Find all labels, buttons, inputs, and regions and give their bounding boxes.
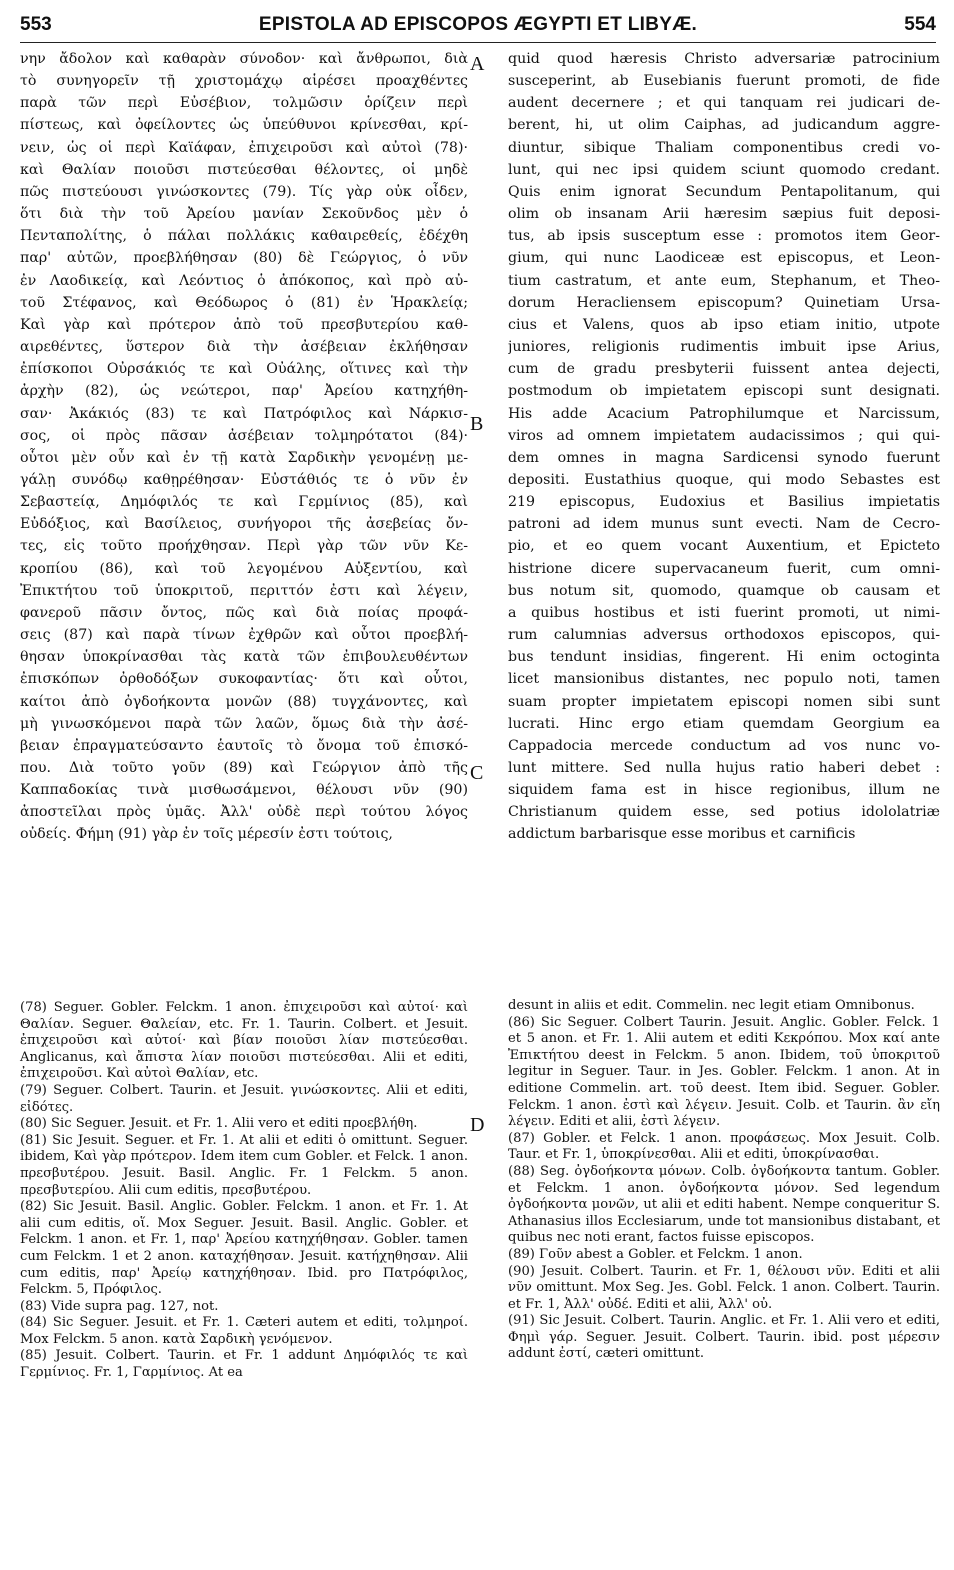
latin-text-line: histrione dicere supervacaneum fuerit, cum omni- xyxy=(508,560,940,577)
footnote: (79) Seguer. Colbert. Taurin. et Jesuit. γινώσκοντες. Alii et editi, εἰδότες. xyxy=(20,1082,468,1115)
greek-text-line: οὗτοι μὲν οὖν καὶ ἐν τῇ κατὰ Σαρδικὴν γενομένῃ με- xyxy=(20,449,468,466)
latin-text-line: 219 episcopus, Eudoxius et Basilius impietatis xyxy=(508,494,940,511)
greek-text-column xyxy=(20,48,468,846)
latin-text-line: addictum barbarisque esse moribus et carnificis xyxy=(508,826,856,843)
latin-text-line: cius et Valens, quos ab ipso etiam initio, utpote xyxy=(508,316,940,333)
footnote: (91) Sic Jesuit. Colbert. Taurin. Anglic. et Fr. 1. Alii vero et editi, Φημὶ γάρ. Seguer. Jesuit. Colbert. Taurin. ibid. post μέρεσιν addunt ἐστί, cæteri omittunt. xyxy=(508,1313,940,1362)
latin-text-line: rum calumnias adversus orthodoxos episcopos, qui- xyxy=(508,627,940,644)
greek-text-line: τοῦ Στέφανος, καὶ Θεόδωρος ὁ (81) ἐν Ἡρακλείᾳ; xyxy=(20,294,468,311)
latin-text-line: quid quod hæresis Christo adversariæ patrocinium xyxy=(508,51,940,67)
latin-text-line: suam propter impietatem episcopi nomen sibi sunt xyxy=(508,693,940,710)
latin-text-line: tus, ab ipsis susceptum esse : promotos item Geor- xyxy=(508,228,940,245)
latin-text-line: berent, hi, ut olim Caiphas, ad judicandum aggre- xyxy=(508,117,940,134)
latin-text-line: a quibus hostibus et isti fuerint promoti, ut nimi- xyxy=(508,604,940,621)
footnote: (87) Gobler. et Felck. 1 anon. προφάσεως. Mox Jesuit. Colb. Taur. et Fr. 1, ὑποκρίνεσθαι. Alii et editi, ὑποκρίνασθαι. xyxy=(508,1130,940,1163)
latin-text-line: lucrati. Hinc ergo etiam quemdam Georgium ea xyxy=(508,715,940,732)
latin-text-line: bus tendunt insidias, fingerent. Hi enim octoginta xyxy=(508,649,940,666)
footnotes-left xyxy=(20,1000,468,1382)
footnote: (78) Seguer. Gobler. Felckm. 1 anon. ἐπιχειροῦσι καὶ αὐτοί· καὶ Θαλίαν. Seguer. Θαλείαν, etc. Fr. 1. Taurin. Colbert. et Jesuit. ἐπιχειροῦσι καὶ αὐτοί· καὶ βίαν ποιοῦσι λίαν πιστεύεσθαι. Anglicanus, καὶ ἄπιστα λίαν ποιοῦσι πιστεύεσθαι. Alii et editi, ἐπιχειροῦσι. Καὶ αὐτοὶ Θαλίαν, etc. xyxy=(20,1000,468,1082)
latin-text-line: olim ob insanam Arii hæresim sæpius fuit deposi- xyxy=(508,206,940,223)
greek-text-line: ἐπίσκοποι Οὐρσάκιός τε καὶ Οὐάλης, οἵτινες καὶ τὴν xyxy=(20,361,468,378)
greek-text-line: καὶ Θαλίαν ποιοῦσι πιστεύεσθαι θέλοντες, οἱ μηδὲ xyxy=(20,161,468,178)
latin-text-line: lunt mittere. Sed nulla hujus ratio haberi debet : xyxy=(508,760,940,776)
footnote: (90) Jesuit. Colbert. Taurin. et Fr. 1, θέλουσι νῦν. Editi et alii νῦν omittunt. Mox Seg. Jes. Gobl. Felck. 1 anon. Colbert. Taurin. et Fr. 1, Ἀλλ' οὐδέ. Editi et alii, Ἀλλ' οὐ. xyxy=(508,1263,940,1312)
page-header xyxy=(20,8,936,43)
greek-text-line: νην ἄδολον καὶ καθαρὰν σύνοδον· καὶ ἄνθρωποι, διὰ xyxy=(20,51,468,67)
footnote: (89) Γοῦν abest a Gobler. et Felckm. 1 anon. xyxy=(508,1246,803,1262)
greek-text-line: παρ' αὐτῶν, προεβλήθησαν (80) δὲ Γεώργιος, ὁ νῦν xyxy=(20,250,468,267)
footnotes-right xyxy=(508,998,940,1363)
greek-text-line: που. Διὰ τοῦτο γοῦν (89) καὶ Γεώργιον ἀπὸ τῆς xyxy=(20,760,468,776)
latin-text-line: His adde Acacium Patrophilumque et Narcissum, xyxy=(508,405,940,422)
greek-text-line: κροπίου (86), καὶ τοῦ λεγομένου Αὐξεντίου, καὶ xyxy=(20,560,468,577)
running-title: EPISTOLA AD EPISCOPOS ÆGYPTI ET LIBYÆ. xyxy=(258,14,698,35)
greek-text-line: σαν· Ἀκάκιός (83) τε καὶ Πατρόφιλος καὶ Νάρκισ- xyxy=(20,405,468,422)
greek-text-line: ἀρχὴν (82), ὡς νεώτεροι, παρ' Ἀρείου κατηχήθη- xyxy=(20,383,468,400)
margin-marker-b: B xyxy=(470,413,484,435)
greek-text-line: Καππαδοκίας τινὰ μισθωσάμενοι, θέλουσι νῦν (90) xyxy=(20,782,468,799)
latin-text-line: postmodum ob impietatem episcopi sunt designati. xyxy=(508,383,940,400)
footnote: (82) Sic Jesuit. Basil. Anglic. Gobler. Felckm. 1 anon. et Fr. 1. At alii cum editis, οἵ. Mox Seguer. Jesuit. Basil. Anglic. Gobler. et Felckm. 1 anon. et Fr. 1, παρ' Ἀρείου κατηχήθησαν. Gobler. tamen cum Felckm. 1 et 2 anon. καταχήθησαν. Jesuit. κατήχηθησαν. Alii cum editis, παρ' Ἀρείῳ κατηχήθησαν. Ibid. pro Πατρόφιλος, Felckm. 5, Πρόφιλος. xyxy=(20,1199,468,1298)
greek-text-line: αιρεθέντες, ὕστερον διὰ τὴν ἀσέβειαν ἐκλήθησαν xyxy=(20,339,468,356)
greek-text-line: φανεροῦ πᾶσιν ὄντος, πῶς καὶ διὰ ποίας προφά- xyxy=(20,604,468,621)
latin-text-line: viros ad omnem impietatem audacissimos ; qui qui- xyxy=(508,427,940,444)
greek-text-line: Εὐδόξιος, καὶ Βασίλειος, συνήγοροι τῆς ἀσεβείας ὄν- xyxy=(20,516,468,533)
greek-text-line: νειν, ὡς οἱ περὶ Καϊάφαν, ἐπιχειροῦσι καὶ αὐτοὶ (78)· xyxy=(20,139,468,156)
latin-text-line: lunt, qui nec ipsi quidem sciunt quomodo credant. xyxy=(508,161,940,178)
margin-marker-c: C xyxy=(470,762,484,784)
latin-text-line: dorum Heracliensem episcopum? Quinetiam Ursa- xyxy=(508,294,940,311)
greek-text-line: Σεβαστείᾳ, Δημόφιλός τε καὶ Γερμίνιος (85), καὶ xyxy=(20,494,468,511)
greek-text-line: καίτοι ἀπὸ ὀγδοήκοντα μονῶν (88) τυγχάνοντες, καὶ xyxy=(20,693,468,710)
greek-text-line: σος, οἱ πρὸς πᾶσαν ἀσέβειαν τολμηρότατοι (84)· xyxy=(20,427,468,444)
greek-text-line: ἀποστεῖλαι πρὸς ὑμᾶς. Ἀλλ' οὐδὲ περὶ τούτου λόγος xyxy=(20,804,468,821)
latin-text-line: gium, qui nunc Laodiceæ est episcopus, et Leon- xyxy=(508,250,940,267)
latin-text-line: patroni ad idem munus sunt evecti. Nam de Cecro- xyxy=(508,516,940,533)
latin-text-line: Cappadocia mercede conductum ad vos nunc vo- xyxy=(508,737,940,754)
latin-text-line: audent decernere ; et qui tanquam rei judicari de- xyxy=(508,95,940,112)
greek-text-line: ἐν Λαοδικείᾳ, καὶ Λεόντιος ὁ ἀπόκοπος, καὶ πρὸ αὐ- xyxy=(20,272,468,289)
greek-text-line: πῶς πιστεύουσι γινώσκοντες (79). Τίς γὰρ οὐκ οἶδεν, xyxy=(20,183,468,200)
latin-text-line: tium castratum, et ante eum, Stephanum, et Theo- xyxy=(508,272,940,289)
latin-text-line: dem omnes in magna Sardicensi synodo fuerunt xyxy=(508,449,940,466)
greek-text-line: πίστεως, καὶ ὀφείλοντες ὡς ὑπεύθυνοι κρίνεσθαι, κρί- xyxy=(20,117,468,134)
greek-text-line: ὅτι διὰ τὴν τοῦ Ἀρείου μανίαν Σεκοῦνδος μὲν ὁ xyxy=(20,206,468,223)
latin-text-line: juniores, religionis rudimentis imbuit ipse Arius, xyxy=(508,339,940,356)
latin-text-line: cum de gradu presbyterii fuissent antea dejecti, xyxy=(508,361,940,378)
footnote: desunt in aliis et edit. Commelin. nec legit etiam Omnibonus. xyxy=(508,998,915,1013)
greek-text-line: θησαν ὑποκρίνασθαι τὰς κατὰ τῶν ἐπιβουλευθέντων xyxy=(20,649,468,666)
greek-text-line: Ἐπικτήτου τοῦ ὑποκριτοῦ, περιττόν ἐστι καὶ λέγειν, xyxy=(20,582,468,599)
latin-text-line: bus notum sit, quomodo, quamque ob causam et xyxy=(508,582,940,599)
latin-text-column xyxy=(508,48,940,846)
margin-marker-d: D xyxy=(470,1114,485,1136)
right-page-number: 554 xyxy=(904,14,936,35)
footnote: (88) Seg. ὀγδοήκοντα μόνων. Colb. ὀγδοήκοντα tantum. Gobler. et Felckm. 1 anon. ὀγδοήκοντα μόνον. Sed legendum ὀγδοήκοντα μονῶν, ut alii et editi habent. Nempe conqueritur S. Athanasius illos Ecclesiarum, unde tot mansionibus distabant, et quibus nec noti erant, factos fuisse episcopos. xyxy=(508,1163,940,1246)
greek-text-line: σεις (87) καὶ παρὰ τίνων ἐχθρῶν καὶ οὗτοι προεβλή- xyxy=(20,627,468,644)
greek-text-line: γάλῃ συνόδῳ καθῃρέθησαν· Εὐστάθιός τε ὁ νῦν ἐν xyxy=(20,471,468,488)
greek-text-line: τὸ συνηγορεῖν τῇ χριστομάχῳ αἱρέσει προαχθέντες xyxy=(20,73,468,90)
latin-text-line: Quis enim ignorat Secundum Pentapolitanum, qui xyxy=(508,183,940,200)
margin-marker-a: A xyxy=(470,53,485,75)
latin-text-line: pio, et eo quem vocant Auxentium, et Epicteto xyxy=(508,538,940,555)
latin-text-line: diuntur, sibique Thaliam componentibus credi vo- xyxy=(508,139,940,156)
greek-text-line: Πενταπολίτης, ὁ πάλαι πολλάκις καθαιρεθείς, ἐδέχθη xyxy=(20,228,468,245)
latin-text-line: Christianum quidem esse, sed potius idololatriæ xyxy=(508,804,940,821)
greek-text-line: βειαν ἐπραγματεύσαντο ἑαυτοῖς τὸ ὄνομα τοῦ ἐπισκό- xyxy=(20,737,468,754)
footnote: (86) Sic Seguer. Colbert Taurin. Jesuit. Anglic. Gobler. Felck. 1 et 5 anon. et Fr. 1. Alii autem et editi Κεκρόπου. Mox καί ante Ἐπικτήτου deest in Felckm. 5 anon. Ibidem, τοῦ ὑποκριτοῦ legitur in Seguer. Taur. in Jes. Gobler. Felckm. 1 anon. At in editione Commelin. art. τοῦ deest. Item ibid. Seguer. Gobler. Felckm. 1 anon. ἐστὶ καὶ λέγειν. Jesuit. Colb. et Taurin. ἂν εἴη λέγειν. Editi et alii, ἐστὶ λέγειν. xyxy=(508,1014,940,1130)
footnote: (80) Sic Seguer. Jesuit. et Fr. 1. Alii vero et editi προεβλήθη. xyxy=(20,1116,418,1132)
latin-text-line: licet mansionibus distantes, nec populo noti, tamen xyxy=(508,671,940,688)
greek-text-line: ἐπισκόπων ὀρθοδόξων συκοφαντίας· ὅτι καὶ οὗτοι, xyxy=(20,671,468,688)
footnote: (84) Sic Seguer. Jesuit. et Fr. 1. Cæteri autem et editi, τολμηροί. Mox Felckm. 5 anon. κατὰ Σαρδικὴ γενόμενον. xyxy=(20,1315,468,1347)
greek-text-line: μὴ γινωσκόμενοι παρὰ τῶν λαῶν, ὅμως διὰ τὴν ἀσέ- xyxy=(20,715,468,732)
greek-text-line: τες, εἰς τοῦτο προήχθησαν. Περὶ γὰρ τῶν νῦν Κε- xyxy=(20,538,468,555)
footnote: (81) Sic Jesuit. Seguer. et Fr. 1. At alii et editi ὁ omittunt. Seguer. ibidem, Καὶ γὰρ πρότερον. Idem item cum Gobler. et Felck. 1 anon. πρεσβυτέρου. Jesuit. Basil. Anglic. Fr. 1 Felckm. 5 anon. πρεσβυτερίου. Alii cum editis, πρεσβυτέρου. xyxy=(20,1132,468,1198)
greek-text-line: οὐδείς. Φήμη (91) γὰρ ἐν τοῖς μέρεσίν ἐστι τούτοις, xyxy=(20,826,393,843)
latin-text-line: siquidem fama est in hisce regionibus, illum ne xyxy=(508,782,940,799)
footnote: (83) Vide supra pag. 127, not. xyxy=(20,1298,219,1314)
footnote: (85) Jesuit. Colbert. Taurin. et Fr. 1 addunt Δημόφιλός τε καὶ Γερμίνιος. Fr. 1, Γαρμίνιος. At ea xyxy=(20,1348,468,1381)
greek-text-line: Καὶ γὰρ καὶ πρότερον ἀπὸ τοῦ πρεσβυτερίου καθ- xyxy=(20,316,468,333)
left-page-number: 553 xyxy=(20,14,52,35)
greek-text-line: παρὰ τῶν περὶ Εὐσέβιον, τολμῶσιν ὁρίζειν περὶ xyxy=(20,95,468,112)
latin-text-line: depositi. Eustathius quoque, qui modo Sebastes est xyxy=(508,471,940,488)
latin-text-line: susceperint, ab Eusebianis fuerunt promoti, de fide xyxy=(508,73,940,90)
